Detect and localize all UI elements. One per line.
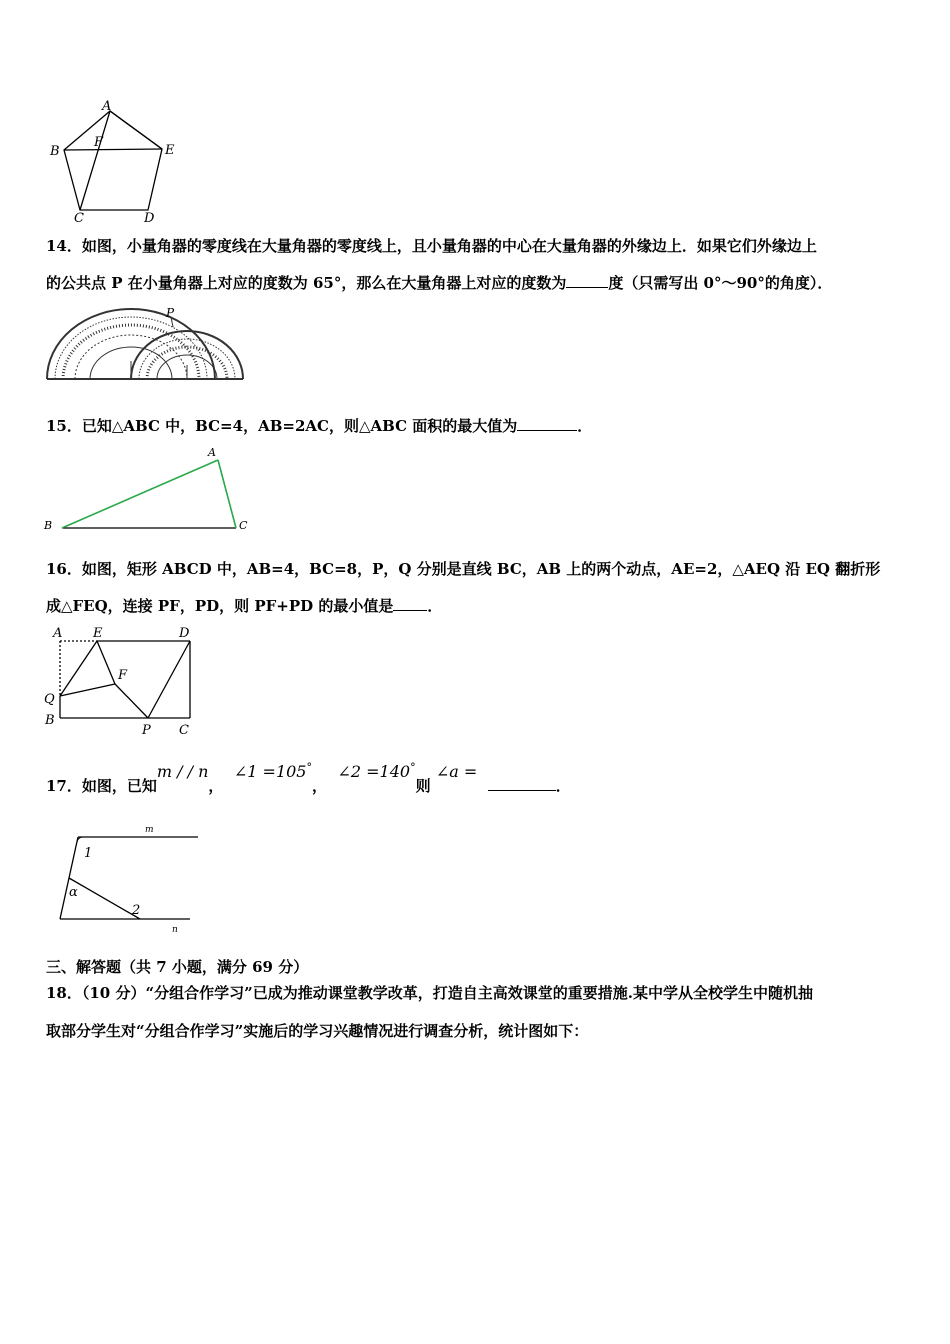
angle-1-value: ∠1 =105 bbox=[233, 762, 307, 781]
question-16-text-a: 成△FEQ，连接 PF，PD，则 PF+PD 的最小值是 bbox=[46, 597, 394, 615]
question-16-end: ． bbox=[427, 597, 443, 615]
question-15-end: ． bbox=[577, 417, 593, 435]
question-14-text-b: 度（只需写出 0°～90°的角度）． bbox=[608, 274, 833, 292]
segment-ef bbox=[97, 641, 115, 684]
condition-angle-2 bbox=[337, 762, 415, 781]
separator-2: ， bbox=[311, 777, 327, 795]
label-b: B bbox=[44, 519, 53, 532]
pentagon-figure bbox=[44, 98, 194, 223]
label-d: D bbox=[179, 626, 190, 641]
label-alpha: α bbox=[69, 885, 78, 900]
question-17-end: ． bbox=[555, 777, 571, 795]
label-f: F bbox=[94, 135, 104, 150]
parallel-lines-figure bbox=[48, 820, 203, 940]
answer-blank-14[interactable] bbox=[566, 273, 608, 288]
label-c: C bbox=[239, 519, 248, 532]
label-n: n bbox=[172, 925, 178, 935]
answer-blank-16[interactable] bbox=[393, 596, 427, 611]
answer-blank-17[interactable] bbox=[488, 776, 556, 791]
segment-qf bbox=[60, 684, 115, 696]
label-e: E bbox=[165, 143, 175, 158]
question-17-then: 则 bbox=[415, 777, 431, 795]
label-c: C bbox=[179, 723, 189, 738]
label-angle-1: 1 bbox=[84, 846, 93, 861]
label-p: P bbox=[166, 306, 175, 320]
label-q: Q bbox=[44, 692, 55, 707]
label-m: m bbox=[145, 825, 154, 835]
question-17-prefix: 17．如图，已知 bbox=[46, 777, 157, 795]
question-16-line-2 bbox=[46, 596, 442, 616]
pentagon-outline bbox=[64, 111, 162, 210]
question-14-line-1: 14．如图，小量角器的零度线在大量角器的零度线上，且小量角器的中心在大量角器的外缘边上．如果它们外缘边上 bbox=[46, 237, 817, 255]
label-f: F bbox=[118, 668, 128, 683]
question-17 bbox=[46, 761, 571, 798]
question-14-line-2 bbox=[46, 273, 832, 293]
label-b: B bbox=[45, 713, 55, 728]
triangle-figure bbox=[40, 444, 255, 534]
condition-parallel: m / / n bbox=[156, 762, 209, 781]
label-d: D bbox=[144, 211, 155, 223]
segment-fp bbox=[115, 684, 148, 718]
segment-pd bbox=[148, 641, 190, 718]
segment-be bbox=[64, 149, 162, 150]
segment-ac bbox=[218, 460, 236, 528]
label-e: E bbox=[93, 626, 103, 641]
segment-inner bbox=[69, 878, 140, 919]
question-18-line-1: 18．（10 分）“分组合作学习”已成为推动课堂教学改革，打造自主高效课堂的重要措施.某中学从全校学生中随机抽 bbox=[46, 984, 813, 1002]
angle-2-value: ∠2 =140 bbox=[337, 762, 411, 781]
label-c: C bbox=[74, 211, 84, 223]
label-b: B bbox=[50, 144, 60, 159]
label-p: P bbox=[142, 723, 151, 738]
label-a: A bbox=[102, 99, 112, 114]
label-angle-2: 2 bbox=[132, 903, 141, 918]
segment-ac bbox=[80, 111, 110, 210]
degree-sign-1: ° bbox=[306, 761, 312, 774]
question-15-text: 15．已知△ABC 中，BC=4，AB=2AC，则△ABC 面积的最大值为 bbox=[46, 417, 518, 435]
rectangle-figure bbox=[42, 624, 202, 739]
protractor-figure bbox=[45, 305, 245, 383]
question-16-line-1: 16．如图，矩形 ABCD 中，AB=4，BC=8，P，Q 分别是直线 BC，AB 上的两个动点，AE=2，△AEQ 沿 EQ 翻折形 bbox=[46, 560, 881, 578]
question-15 bbox=[46, 416, 592, 436]
separator-1: ， bbox=[208, 777, 224, 795]
condition-angle-1 bbox=[234, 762, 312, 781]
answer-blank-15[interactable] bbox=[517, 416, 577, 431]
segment-eq bbox=[60, 641, 97, 696]
segment-ab bbox=[62, 460, 218, 528]
section-3-heading: 三、解答题（共 7 小题，满分 69 分） bbox=[46, 958, 309, 976]
question-14-text-a: 的公共点 P 在小量角器上对应的度数为 65°，那么在大量角器上对应的度数为 bbox=[46, 274, 567, 292]
degree-sign-2: ° bbox=[410, 761, 416, 774]
label-a: A bbox=[208, 446, 216, 459]
question-18-line-2: 取部分学生对“分组合作学习”实施后的学习兴趣情况进行调查分析，统计图如下： bbox=[46, 1022, 589, 1040]
target-angle: ∠a = bbox=[435, 762, 478, 781]
label-a: A bbox=[53, 626, 63, 641]
